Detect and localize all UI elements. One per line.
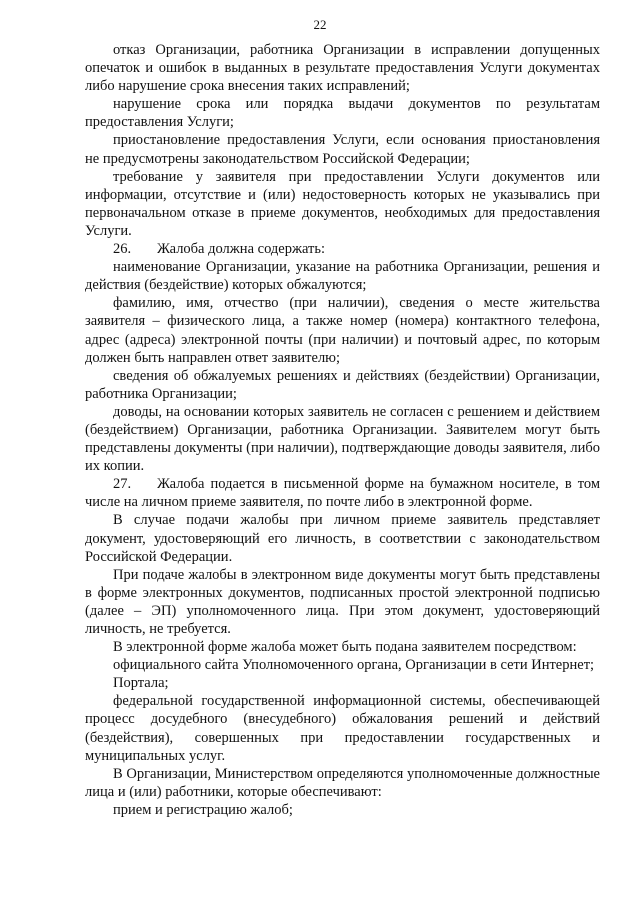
- paragraph-text: В электронной форме жалоба может быть подана заявителем посредством:: [113, 639, 577, 656]
- document-body: [85, 41, 600, 819]
- paragraph-text: требование у заявителя при предоставлении Услуги документов или информации, отсутствие и (или) недостоверность которых не указывались при первоначальном отказе в приеме документов, необходимых для предоставления Услуги.: [85, 168, 600, 239]
- paragraph-text: В случае подачи жалобы при личном приеме заявитель представляет документ, удостоверяющий его личность, в соответствии с законодательством Российской Федерации.: [85, 512, 600, 565]
- paragraph-text: приостановление предоставления Услуги, если основания приостановления не предусмотрены законодательством Российской Федерации;: [85, 132, 600, 167]
- paragraph-text: прием и регистрацию жалоб;: [113, 801, 293, 818]
- paragraph-text: федеральной государственной информационной системы, обеспечивающей процесс досудебного (внесудебного) обжалования решений и действий (бездействия), совершенных при предоставлении государственных и муниципальных услуг.: [85, 693, 600, 764]
- paragraph: [85, 367, 600, 403]
- paragraph: [85, 511, 600, 565]
- paragraph: [85, 95, 600, 131]
- paragraph: [85, 131, 600, 167]
- paragraph-text: отказ Организации, работника Организации в исправлении допущенных опечаток и ошибок в выданных в результате предоставления Услуги документах либо нарушение срока внесения таких исправлений;: [85, 42, 600, 95]
- paragraph: [85, 765, 600, 801]
- paragraph-text: Жалоба должна содержать:: [157, 241, 326, 258]
- paragraph: [85, 403, 600, 475]
- paragraph: [85, 674, 600, 692]
- paragraph-text: Жалоба подается в письменной форме на бумажном носителе, в том числе на личном приеме заявителя, по почте либо в электронной форме.: [85, 476, 600, 511]
- paragraph: [85, 656, 600, 674]
- numbered-paragraph: [85, 475, 600, 511]
- paragraph-text: сведения об обжалуемых решениях и действиях (бездействии) Организации, работника Организации;: [85, 367, 600, 402]
- paragraph: [85, 168, 600, 240]
- paragraph: [85, 41, 600, 95]
- paragraph-text: При подаче жалобы в электронном виде документы могут быть представлены в форме электронных документов, подписанных простой электронной подписью (далее – ЭП) уполномоченного лица. При этом документ, удостоверяющий личность, не требуется.: [85, 566, 600, 637]
- paragraph: [85, 294, 600, 366]
- paragraph-text: Портала;: [113, 675, 169, 692]
- paragraph-number: 26.: [113, 241, 132, 258]
- paragraph: [85, 801, 600, 819]
- paragraph-text: фамилию, имя, отчество (при наличии), сведения о месте жительства заявителя – физического лица, а также номер (номера) контактного телефона, адрес (адреса) электронной почты (при наличии) и почтовый адрес, по которым должен быть направлен ответ заявителю;: [85, 295, 600, 366]
- paragraph-text: нарушение срока или порядка выдачи документов по результатам предоставления Услуги;: [85, 96, 600, 131]
- paragraph: [85, 638, 600, 656]
- paragraph-text: доводы, на основании которых заявитель не согласен с решением и действием (бездействием) Организации, работника Организации. Заявителем могут быть представлены документы (при наличии), подтверждающие доводы заявителя, либо их копии.: [85, 403, 600, 475]
- paragraph: [85, 258, 600, 294]
- paragraph-text: наименование Организации, указание на работника Организации, решения и действия (бездействие) которых обжалуются;: [85, 259, 600, 294]
- numbered-paragraph: [85, 240, 600, 258]
- paragraph-text: В Организации, Министерством определяются уполномоченные должностные лица и (или) работники, которые обеспечивают:: [85, 765, 600, 800]
- paragraph: [85, 566, 600, 638]
- paragraph-text: официального сайта Уполномоченного органа, Организации в сети Интернет;: [113, 657, 595, 674]
- paragraph-number: 27.: [113, 476, 132, 493]
- page-number: 22: [313, 17, 327, 32]
- paragraph: [85, 692, 600, 764]
